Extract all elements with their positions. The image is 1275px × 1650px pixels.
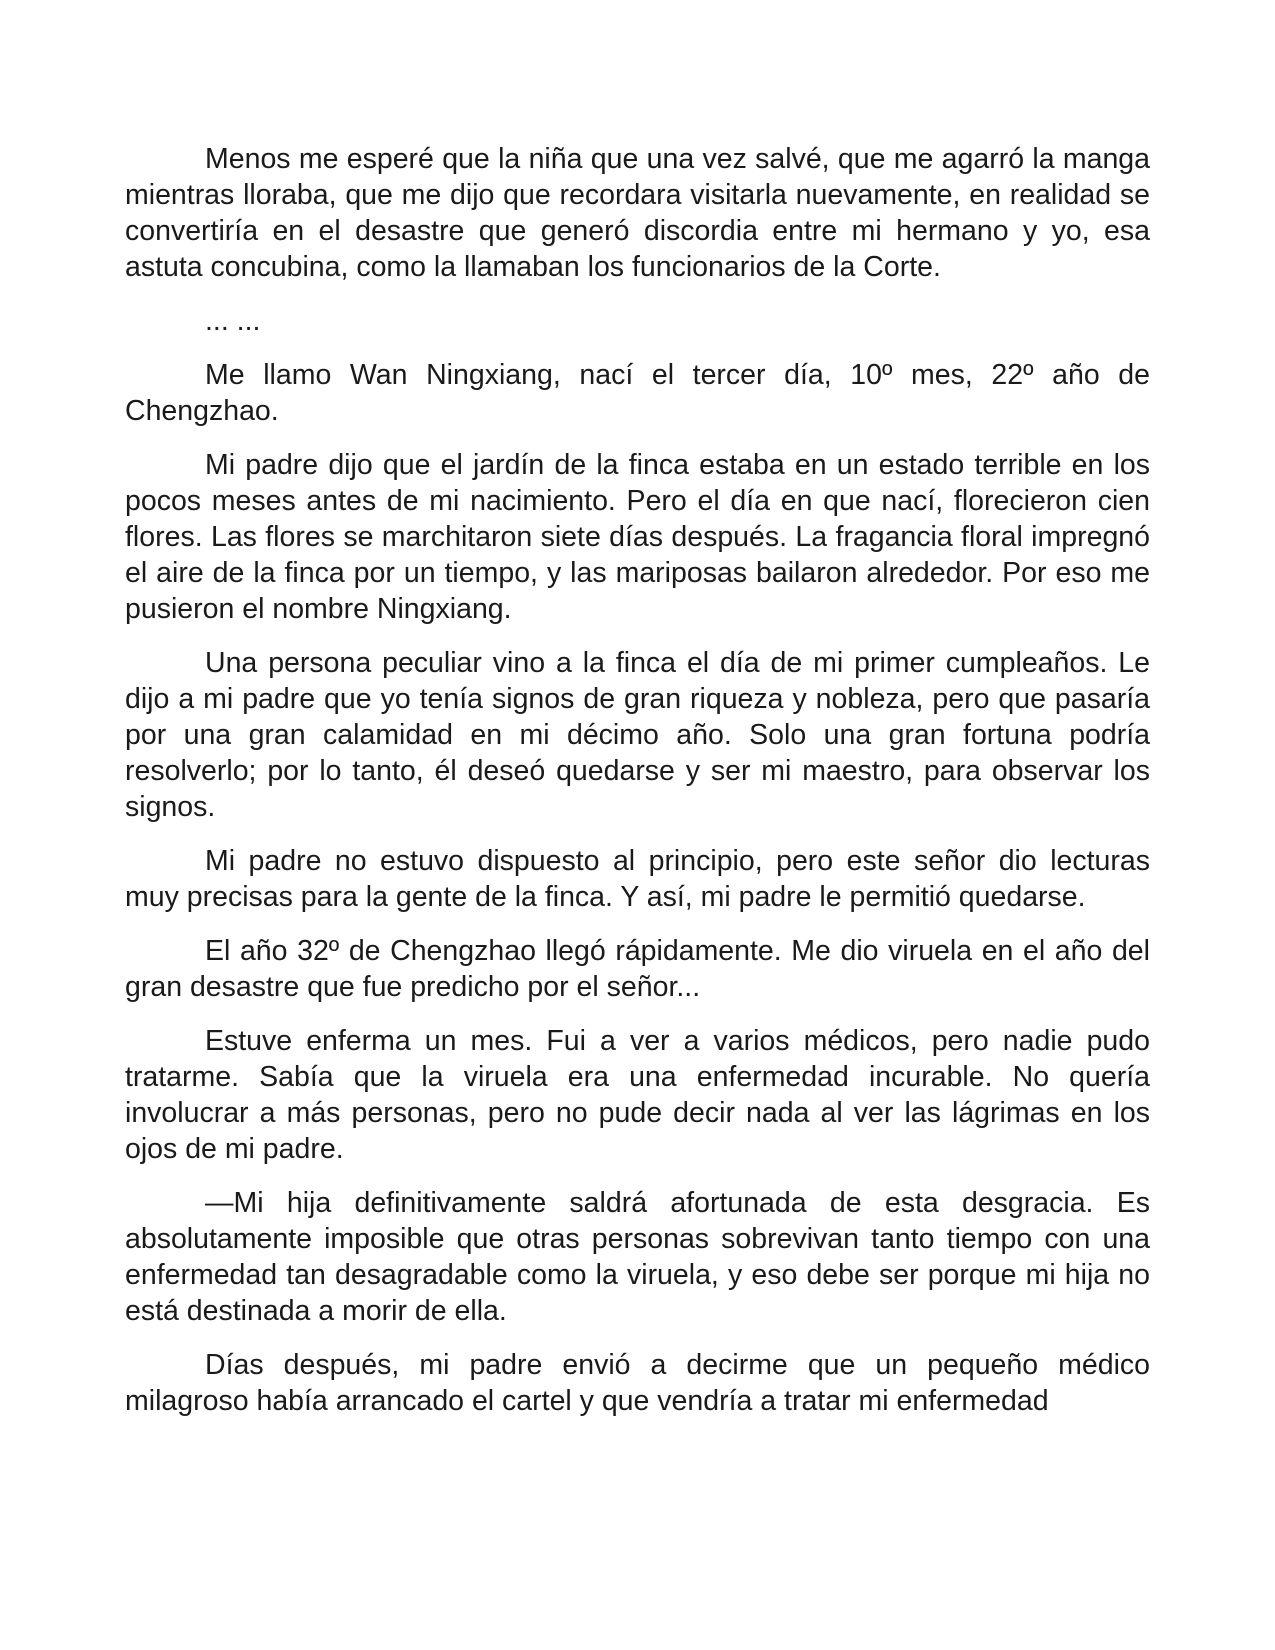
paragraph-4: Una persona peculiar vino a la finca el día de mi primer cumpleaños. Le dijo a mi padre que yo tenía signos de gran riqueza y nobleza, pero que pasaría por una gran calamidad en mi décimo año. Solo una gran fortuna podría resolverlo; por lo tanto, él deseó quedarse y ser mi maestro, para observar los signos. [125, 647, 1150, 823]
paragraph-3: Mi padre dijo que el jardín de la finca estaba en un estado terrible en los pocos meses antes de mi nacimiento. Pero el día en que nací, florecieron cien flores. Las flores se marchitaron siete días después. La fragancia floral impregnó el aire de la finca por un tiempo, y las mariposas bailaron alrededor. Por eso me pusieron el nombre Ningxiang. [125, 449, 1150, 625]
paragraph-2: Me llamo Wan Ningxiang, nací el tercer día, 10º mes, 22º año de Chengzhao. [125, 359, 1150, 427]
paragraph-5: Mi padre no estuvo dispuesto al principio, pero este señor dio lecturas muy precisas para la gente de la finca. Y así, mi padre le permitió quedarse. [125, 845, 1150, 913]
document-page [125, 141, 1150, 1437]
paragraph-7: Estuve enferma un mes. Fui a ver a varios médicos, pero nadie pudo tratarme. Sabía que la viruela era una enfermedad incurable. No quería involucrar a más personas, pero no pude decir nada al ver las lágrimas en los ojos de mi padre. [125, 1025, 1150, 1165]
paragraph-6: El año 32º de Chengzhao llegó rápidamente. Me dio viruela en el año del gran desastre que fue predicho por el señor... [125, 935, 1150, 1003]
paragraph-9: Días después, mi padre envió a decirme que un pequeño médico milagroso había arrancado el cartel y que vendría a tratar mi enfermedad [125, 1349, 1150, 1417]
section-break: ... ... [205, 305, 261, 337]
paragraph-1: Menos me esperé que la niña que una vez salvé, que me agarró la manga mientras lloraba, que me dijo que recordara visitarla nuevamente, en realidad se convertiría en el desastre que generó discordia entre mi hermano y yo, esa astuta concubina, como la llamaban los funcionarios de la Corte. [125, 143, 1150, 283]
paragraph-8: —Mi hija definitivamente saldrá afortunada de esta desgracia. Es absolutamente imposible que otras personas sobrevivan tanto tiempo con una enfermedad tan desagradable como la viruela, y eso debe ser porque mi hija no está destinada a morir de ella. [125, 1187, 1150, 1327]
